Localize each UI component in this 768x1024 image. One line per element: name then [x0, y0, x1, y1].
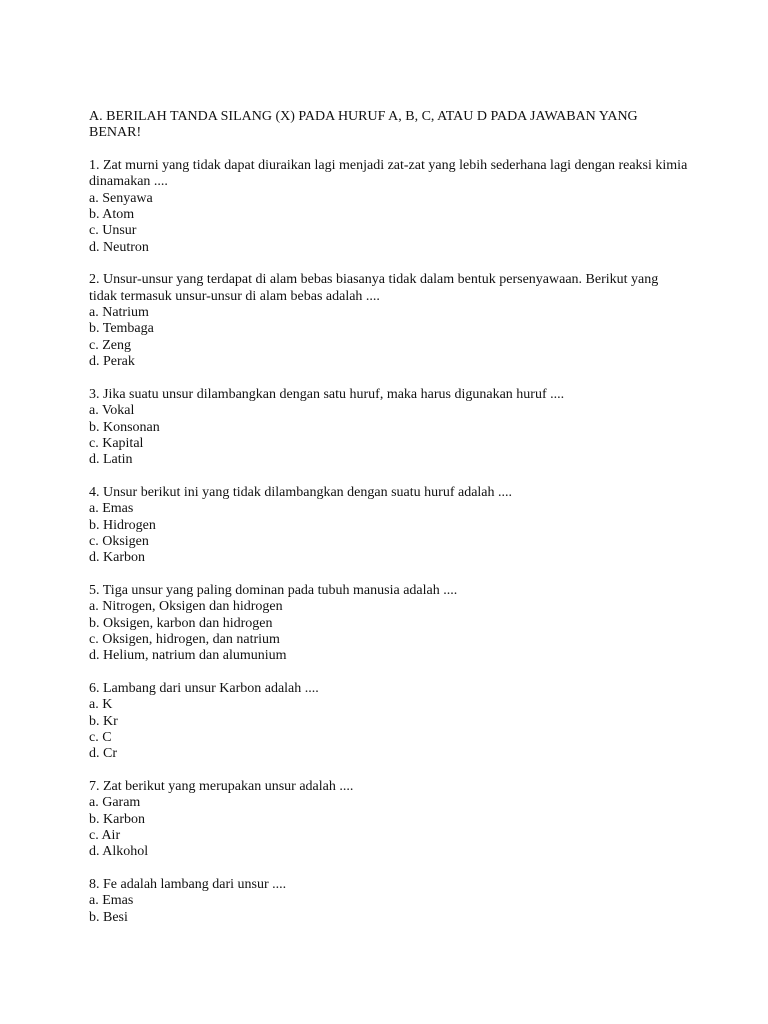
option-c: c. Unsur: [89, 223, 137, 239]
question-text: 3. Jika suatu unsur dilambangkan dengan satu huruf, maka harus digunakan huruf ....: [89, 386, 565, 402]
option-d: d. Helium, natrium dan alumunium: [89, 648, 287, 664]
option-c: c. Kapital: [89, 435, 144, 451]
question-text: 4. Unsur berikut ini yang tidak dilambangkan dengan suatu huruf adalah ....: [89, 484, 513, 500]
option-a: a. Emas: [89, 501, 134, 517]
option-a: a. Natrium: [89, 305, 149, 321]
option-d: d. Neutron: [89, 239, 149, 255]
option-d: d. Perak: [89, 354, 135, 370]
question-3: [89, 387, 689, 469]
option-a: a. Garam: [89, 795, 141, 811]
question-4: [89, 485, 689, 567]
option-b: b. Karbon: [89, 811, 145, 827]
question-text: 5. Tiga unsur yang paling dominan pada tubuh manusia adalah ....: [89, 582, 458, 598]
option-b: b. Kr: [89, 713, 118, 729]
document-page: [89, 109, 689, 942]
option-b: b. Atom: [89, 207, 135, 223]
question-5: [89, 583, 689, 665]
option-d: d. Latin: [89, 452, 133, 468]
question-text: 8. Fe adalah lambang dari unsur ....: [89, 876, 287, 892]
question-text: 6. Lambang dari unsur Karbon adalah ....: [89, 680, 319, 696]
question-6: [89, 681, 689, 763]
option-c: c. Zeng: [89, 337, 131, 353]
question-7: [89, 779, 689, 861]
question-text: 7. Zat berikut yang merupakan unsur adalah ....: [89, 778, 354, 794]
option-d: d. Karbon: [89, 550, 145, 566]
option-b: b. Konsonan: [89, 419, 160, 435]
question-2: [89, 272, 689, 370]
option-d: d. Alkohol: [89, 844, 149, 860]
option-d: d. Cr: [89, 746, 117, 762]
option-b: b. Tembaga: [89, 321, 154, 337]
option-a: a. Senyawa: [89, 190, 153, 206]
option-a: a. K: [89, 697, 113, 713]
section-heading: A. BERILAH TANDA SILANG (X) PADA HURUF A, B, C, ATAU D PADA JAWABAN YANG BENAR!: [89, 109, 638, 141]
option-a: a. Nitrogen, Oksigen dan hidrogen: [89, 599, 283, 615]
option-b: b. Oksigen, karbon dan hidrogen: [89, 615, 273, 631]
option-c: c. Air: [89, 828, 121, 844]
option-c: c. C: [89, 730, 112, 745]
option-a: a. Emas: [89, 893, 134, 909]
question-text: 2. Unsur-unsur yang terdapat di alam bebas biasanya tidak dalam bentuk persenyawaan. Berikut yang tidak termasuk unsur-unsur di alam bebas adalah ....: [89, 272, 659, 304]
option-c: c. Oksigen: [89, 533, 149, 549]
question-1: [89, 158, 689, 256]
option-b: b. Besi: [89, 909, 128, 925]
question-8: [89, 877, 689, 926]
option-c: c. Oksigen, hidrogen, dan natrium: [89, 631, 280, 647]
option-a: a. Vokal: [89, 403, 135, 419]
option-b: b. Hidrogen: [89, 517, 156, 533]
question-text: 1. Zat murni yang tidak dapat diuraikan lagi menjadi zat-zat yang lebih sederhana lagi dengan reaksi kimia dinamakan ....: [89, 157, 688, 190]
